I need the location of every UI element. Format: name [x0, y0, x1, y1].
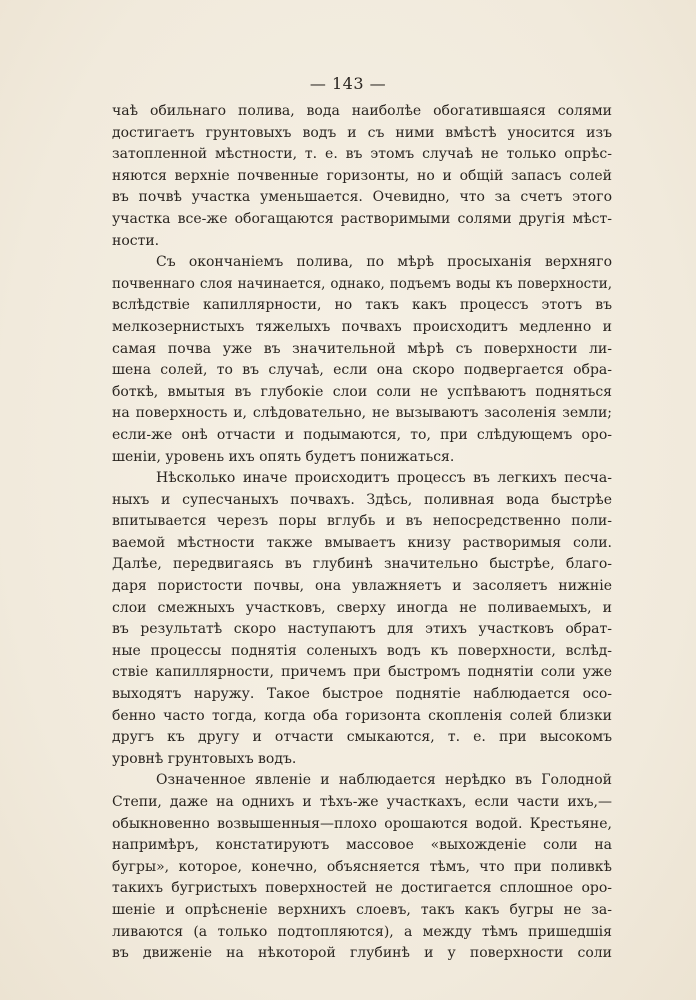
text-line: шеніи, уровень ихъ опять будетъ понижаться. — [112, 448, 455, 465]
text-line: самая почва уже въ значительной мѣрѣ съ поверхности ли- — [112, 340, 612, 357]
text-line: бенно часто тогда, когда оба горизонта скопленія солей близки — [112, 707, 612, 724]
text-line: слои смежныхъ участковъ, сверху иногда не поливаемыхъ, и — [112, 599, 612, 616]
text-line: чаѣ обильнаго полива, вода наиболѣе обогатившаяся солями — [112, 103, 612, 119]
text-line: шеніе и опрѣсненіе верхнихъ слоевъ, такъ какъ бугры не за- — [112, 901, 612, 918]
text-line: выходятъ наружу. Такое быстрое поднятіе наблюдается осо- — [112, 686, 612, 703]
text-line: ности. — [112, 232, 160, 249]
text-line: боткѣ, вмытыя въ глубокіе слои соли не успѣваютъ подняться — [112, 383, 612, 400]
text-line: Нѣсколько иначе происходитъ процессъ въ легкихъ песча- — [156, 470, 612, 487]
text-line: Означенное явленіе и наблюдается нерѣдко въ Голодной — [156, 772, 612, 789]
text-line: няются верхніе почвенные горизонты, но и общій запасъ солей — [112, 167, 612, 184]
text-line: ваемой мѣстности также вмываетъ книзу растворимыя соли. — [112, 534, 612, 551]
text-line: другъ къ другу и отчасти смыкаются, т. е. при высокомъ — [112, 729, 612, 746]
text-line: Съ окончаніемъ полива, по мѣрѣ просыханія верхняго — [156, 254, 612, 271]
text-line: на поверхность и, слѣдовательно, не вызываютъ засоленія земли; — [112, 405, 612, 422]
text-line: впитывается черезъ поры вглубь и въ непосредственно поли- — [112, 513, 612, 530]
text-line: почвеннаго слоя начинается, однако, подъемъ воды къ поверхности, — [112, 275, 612, 292]
text-line: въ результатѣ скоро наступаютъ для этихъ участковъ обрат- — [112, 621, 612, 638]
text-line: Степи, даже на однихъ и тѣхъ-же участкахъ, если части ихъ,— — [112, 794, 612, 810]
text-line: мелкозернистыхъ тяжелыхъ почвахъ происходитъ медленно и — [112, 318, 612, 335]
text-line: бугры», которое, конечно, объясняется тѣмъ, что при поливкѣ — [112, 858, 612, 875]
text-line: ные процессы поднятія соленыхъ водъ къ поверхности, вслѣд- — [112, 642, 612, 659]
text-line: затопленной мѣстности, т. е. въ этомъ случаѣ не только опрѣс- — [112, 146, 612, 163]
text-line: ныхъ и супесчаныхъ почвахъ. Здѣсь, поливная вода быстрѣе — [112, 491, 612, 508]
text-line: напримѣръ, констатируютъ массовое «выхожденіе соли на — [112, 837, 612, 854]
text-line: достигаетъ грунтовыхъ водъ и съ ними вмѣстѣ уносится изъ — [112, 124, 612, 141]
text-line: ливаются (а только подтопляются), а между тѣмъ пришедшія — [112, 923, 612, 940]
text-line: участка все-же обогащаются растворимыми солями другія мѣст- — [112, 210, 612, 227]
text-line: вслѣдствіе капиллярности, но такъ какъ процессъ этотъ въ — [112, 297, 612, 314]
text-line: если-же онѣ отчасти и подымаются, то, при слѣдующемъ оро- — [112, 426, 612, 443]
body-text — [112, 101, 612, 965]
text-line: ствіе капиллярности, причемъ при быстромъ поднятіи соли уже — [112, 664, 612, 681]
text-line: даря пористости почвы, она увлажняетъ и засоляетъ нижніе — [112, 578, 612, 595]
text-line: Далѣе, передвигаясь въ глубинѣ значительно быстрѣе, благо- — [112, 556, 612, 573]
page-number: — 143 — — [309, 74, 387, 93]
text-line: въ движеніе на нѣкоторой глубинѣ и у поверхности соли — [112, 945, 612, 962]
text-line: въ почвѣ участка уменьшается. Очевидно, что за счетъ этого — [112, 189, 612, 206]
text-line: такихъ бугристыхъ поверхностей не достигается сплошное оро- — [112, 880, 612, 897]
text-line: обыкновенно возвышенныя—плохо орошаются водой. Крестьяне, — [112, 815, 612, 832]
text-line: шена солей, то въ случаѣ, если она скоро подвергается обра- — [112, 362, 612, 379]
text-line: уровнѣ грунтовыхъ водъ. — [112, 750, 297, 767]
